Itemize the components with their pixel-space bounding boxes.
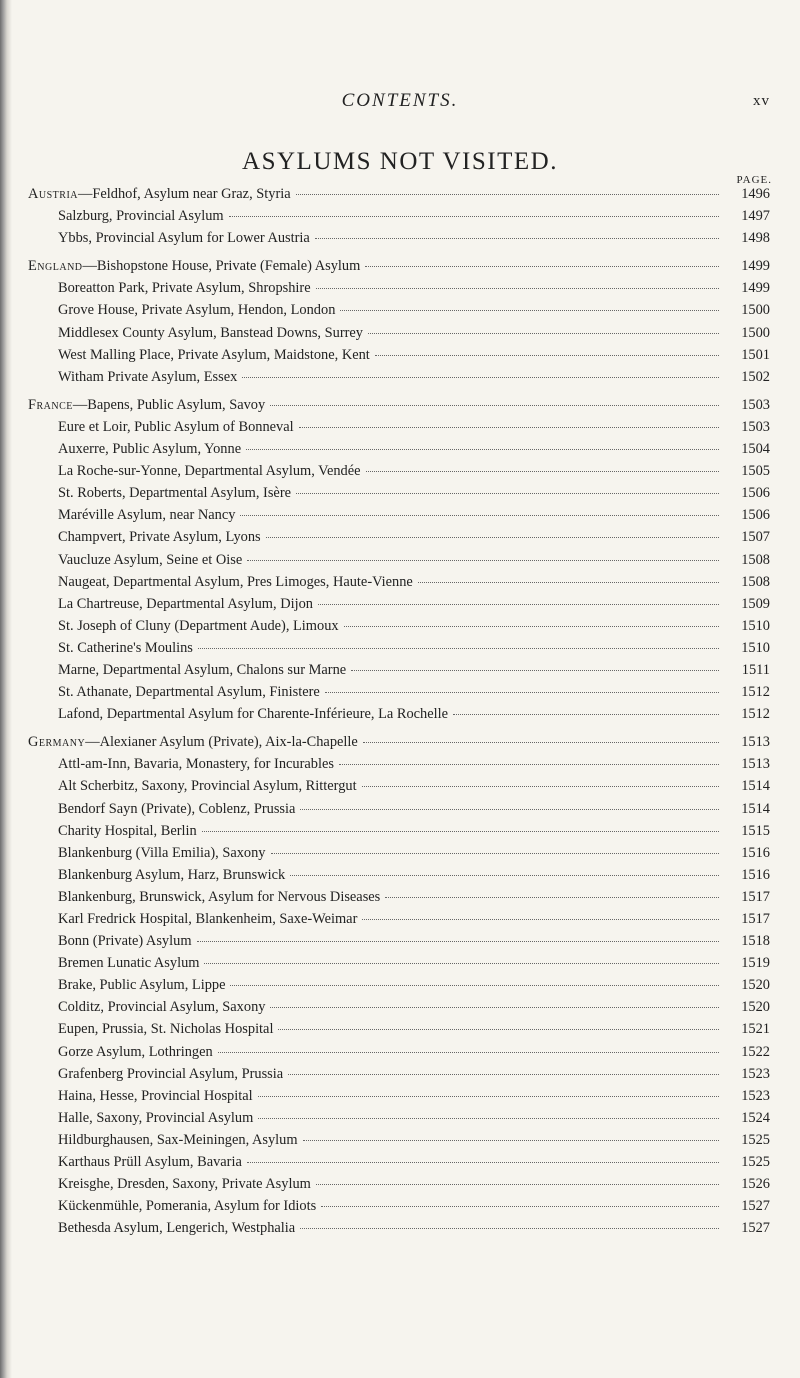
entry-text: Maréville Asylum, near Nancy bbox=[58, 507, 236, 524]
entry-title bbox=[28, 756, 334, 773]
dot-leader bbox=[375, 355, 719, 356]
dot-leader bbox=[315, 238, 719, 239]
entry-text: St. Catherine's Moulins bbox=[58, 639, 193, 656]
entry-text: Ybbs, Provincial Asylum for Lower Austria bbox=[58, 230, 310, 247]
country-name: France bbox=[28, 396, 73, 413]
entry-title bbox=[28, 529, 261, 546]
dot-leader bbox=[344, 626, 719, 627]
contents-entry bbox=[28, 823, 770, 845]
contents-entry bbox=[28, 1176, 770, 1198]
entry-page-number: 1499 bbox=[741, 280, 770, 297]
dot-leader bbox=[240, 515, 719, 516]
entry-page-number: 1510 bbox=[741, 639, 770, 656]
contents-entry bbox=[28, 1021, 770, 1043]
entry-title bbox=[28, 911, 357, 928]
dot-leader bbox=[247, 560, 719, 561]
dot-leader bbox=[198, 648, 719, 649]
contents-entry bbox=[28, 208, 770, 230]
entry-page-number: 1517 bbox=[741, 911, 770, 927]
entry-page-number: 1518 bbox=[741, 933, 770, 950]
entry-page-number: 1510 bbox=[741, 617, 770, 634]
entry-text: Hildburghausen, Sax-Meiningen, Asylum bbox=[58, 1131, 298, 1148]
dot-leader bbox=[351, 670, 719, 671]
entry-page-number: 1525 bbox=[741, 1131, 770, 1148]
contents-entry bbox=[28, 347, 770, 369]
dot-leader bbox=[296, 493, 719, 494]
contents-entry bbox=[28, 801, 770, 823]
contents-entry bbox=[28, 596, 770, 618]
contents-entry bbox=[28, 485, 770, 507]
entry-page-number: 1519 bbox=[741, 955, 770, 972]
entry-text: Bendorf Sayn (Private), Coblenz, Prussia bbox=[58, 800, 296, 817]
country-name: England bbox=[28, 258, 83, 275]
dot-leader bbox=[368, 333, 719, 334]
entry-title bbox=[28, 325, 363, 342]
country-group bbox=[28, 397, 770, 728]
entry-page-number: 1502 bbox=[741, 368, 770, 385]
entry-page-number: 1524 bbox=[741, 1109, 770, 1126]
entry-text: Vaucluze Asylum, Seine et Oise bbox=[58, 551, 243, 568]
entry-text: Alt Scherbitz, Saxony, Provincial Asylum, Rittergut bbox=[58, 778, 357, 795]
country-group bbox=[28, 734, 770, 1242]
dot-leader bbox=[246, 449, 719, 450]
entry-title bbox=[28, 552, 242, 569]
entry-page-number: 1497 bbox=[741, 208, 770, 225]
entry-title bbox=[28, 596, 313, 613]
entry-title bbox=[28, 706, 448, 723]
dot-leader bbox=[362, 919, 719, 920]
dot-leader bbox=[299, 427, 719, 428]
entry-text: Auxerre, Public Asylum, Yonne bbox=[58, 441, 242, 458]
contents-entry bbox=[28, 1066, 770, 1088]
dot-leader bbox=[258, 1118, 719, 1119]
dot-leader bbox=[271, 853, 720, 854]
entry-text: Kückenmühle, Pomerania, Asylum for Idiots bbox=[58, 1198, 317, 1215]
contents-entry bbox=[28, 867, 770, 889]
country-dash: — bbox=[85, 734, 100, 751]
dot-leader bbox=[218, 1052, 719, 1053]
entry-page-number: 1506 bbox=[741, 507, 770, 524]
entry-page-number: 1523 bbox=[741, 1065, 770, 1082]
dot-leader bbox=[325, 692, 719, 693]
entry-text: Witham Private Asylum, Essex bbox=[58, 368, 238, 385]
entry-title bbox=[28, 999, 265, 1016]
contents-entry bbox=[28, 977, 770, 999]
entry-text: Bremen Lunatic Asylum bbox=[58, 955, 200, 972]
contents-entry bbox=[28, 618, 770, 640]
dot-leader bbox=[362, 786, 719, 787]
entry-text: Bishopstone House, Private (Female) Asylum bbox=[96, 258, 361, 275]
entry-page-number: 1507 bbox=[741, 529, 770, 546]
entry-text: La Chartreuse, Departmental Asylum, Dijon bbox=[58, 595, 313, 612]
entry-title bbox=[28, 977, 225, 994]
dot-leader bbox=[316, 288, 719, 289]
entry-text: Colditz, Provincial Asylum, Saxony bbox=[58, 999, 266, 1016]
entry-text: St. Athanate, Departmental Asylum, Finistere bbox=[58, 684, 320, 701]
entry-title bbox=[28, 955, 199, 972]
entry-title bbox=[28, 507, 235, 524]
contents-entry bbox=[28, 574, 770, 596]
contents-entry bbox=[28, 230, 770, 252]
dot-leader bbox=[242, 377, 719, 378]
entry-text: Blankenburg Asylum, Harz, Brunswick bbox=[58, 866, 286, 883]
contents-entry bbox=[28, 1132, 770, 1154]
entry-page-number: 1503 bbox=[741, 418, 770, 435]
entry-page-number: 1501 bbox=[741, 346, 770, 363]
entry-text: Blankenburg (Villa Emilia), Saxony bbox=[58, 844, 266, 861]
dot-leader bbox=[453, 714, 719, 715]
page-number: xv bbox=[753, 93, 770, 109]
entry-page-number: 1520 bbox=[741, 999, 770, 1016]
entry-text: West Malling Place, Private Asylum, Maidstone, Kent bbox=[58, 346, 370, 363]
dot-leader bbox=[321, 1206, 719, 1207]
entry-text: Blankenburg, Brunswick, Asylum for Nervous Diseases bbox=[58, 888, 381, 905]
contents-entry bbox=[28, 706, 770, 728]
entry-title bbox=[28, 186, 291, 203]
entry-page-number: 1514 bbox=[741, 800, 770, 817]
contents-entry bbox=[28, 640, 770, 662]
dot-leader bbox=[247, 1162, 719, 1163]
entry-text: Kreisghe, Dresden, Saxony, Private Asylum bbox=[58, 1176, 311, 1193]
entry-title bbox=[28, 778, 357, 795]
entry-page-number: 1506 bbox=[741, 485, 770, 502]
entry-page-number: 1517 bbox=[741, 888, 770, 905]
entry-text: La Roche-sur-Yonne, Departmental Asylum, Vendée bbox=[58, 463, 361, 480]
dot-leader bbox=[202, 831, 719, 832]
entry-title bbox=[28, 1044, 213, 1061]
entry-page-number: 1514 bbox=[741, 778, 770, 795]
dot-leader bbox=[270, 1007, 719, 1008]
entry-text: Marne, Departmental Asylum, Chalons sur Marne bbox=[58, 661, 347, 678]
dot-leader bbox=[366, 471, 719, 472]
dot-leader bbox=[266, 537, 719, 538]
entry-title bbox=[28, 889, 380, 906]
entry-title bbox=[28, 485, 291, 502]
contents-entry bbox=[28, 369, 770, 391]
dot-leader bbox=[303, 1140, 719, 1141]
entry-title bbox=[28, 230, 310, 247]
entry-text: Feldhof, Asylum near Graz, Styria bbox=[92, 186, 291, 202]
country-dash: — bbox=[82, 258, 97, 275]
entry-text: Karl Fredrick Hospital, Blankenheim, Saxe-Weimar bbox=[58, 911, 358, 927]
entry-page-number: 1511 bbox=[741, 661, 770, 678]
dot-leader bbox=[278, 1029, 719, 1030]
entry-title bbox=[28, 1110, 253, 1127]
entry-title bbox=[28, 867, 285, 884]
contents-entry bbox=[28, 507, 770, 529]
entry-page-number: 1512 bbox=[741, 706, 770, 723]
contents-entry bbox=[28, 911, 770, 933]
entry-page-number: 1515 bbox=[741, 822, 770, 839]
entry-page-number: 1498 bbox=[741, 230, 770, 247]
dot-leader bbox=[204, 963, 719, 964]
entry-title bbox=[28, 823, 197, 840]
dot-leader bbox=[300, 1228, 719, 1229]
entry-text: Haina, Hesse, Provincial Hospital bbox=[58, 1087, 253, 1104]
country-group bbox=[28, 186, 770, 252]
entry-title bbox=[28, 441, 241, 458]
entry-page-number: 1516 bbox=[741, 866, 770, 883]
entry-title bbox=[28, 1088, 253, 1105]
entry-title bbox=[28, 302, 335, 319]
contents-entry bbox=[28, 778, 770, 800]
entry-page-number: 1522 bbox=[741, 1043, 770, 1060]
entry-page-number: 1520 bbox=[741, 977, 770, 994]
entry-page-number: 1503 bbox=[741, 396, 770, 413]
entry-page-number: 1521 bbox=[741, 1021, 770, 1038]
entry-title bbox=[28, 734, 358, 751]
running-title: CONTENTS. bbox=[341, 90, 459, 111]
dot-leader bbox=[316, 1184, 719, 1185]
entry-text: Charity Hospital, Berlin bbox=[58, 822, 197, 839]
page-edge-shadow bbox=[0, 0, 12, 1378]
dot-leader bbox=[340, 310, 719, 311]
entry-text: Alexianer Asylum (Private), Aix-la-Chapelle bbox=[99, 734, 358, 751]
entry-page-number: 1512 bbox=[741, 684, 770, 701]
running-head bbox=[0, 90, 800, 114]
contents-entry bbox=[28, 933, 770, 955]
contents-entry bbox=[28, 529, 770, 551]
entry-text: Attl-am-Inn, Bavaria, Monastery, for Incurables bbox=[58, 756, 334, 773]
entry-title bbox=[28, 845, 266, 862]
entry-title bbox=[28, 574, 413, 591]
contents-entry bbox=[28, 463, 770, 485]
contents-entry bbox=[28, 419, 770, 441]
contents-entry bbox=[28, 1154, 770, 1176]
entry-text: Bethesda Asylum, Lengerich, Westphalia bbox=[58, 1220, 296, 1237]
entry-page-number: 1509 bbox=[741, 595, 770, 612]
dot-leader bbox=[197, 941, 719, 942]
contents-entry bbox=[28, 1220, 770, 1242]
entry-page-number: 1496 bbox=[741, 186, 770, 202]
dot-leader bbox=[229, 216, 719, 217]
contents-entry bbox=[28, 662, 770, 684]
entry-title bbox=[28, 419, 294, 436]
entry-title bbox=[28, 347, 370, 364]
entry-page-number: 1499 bbox=[741, 258, 770, 275]
contents-entry bbox=[28, 280, 770, 302]
entry-text: Bonn (Private) Asylum bbox=[58, 933, 192, 950]
entry-text: St. Roberts, Departmental Asylum, Isère bbox=[58, 485, 292, 502]
entry-page-number: 1500 bbox=[741, 302, 770, 319]
entry-page-number: 1523 bbox=[741, 1087, 770, 1104]
dot-leader bbox=[300, 809, 719, 810]
country-name: Austria bbox=[28, 186, 79, 202]
entry-page-number: 1500 bbox=[741, 324, 770, 341]
contents-entry bbox=[28, 756, 770, 778]
entry-page-number: 1526 bbox=[741, 1176, 770, 1193]
contents-entry bbox=[28, 1088, 770, 1110]
entry-title bbox=[28, 1198, 316, 1215]
dot-leader bbox=[363, 742, 719, 743]
dot-leader bbox=[339, 764, 719, 765]
entry-page-number: 1513 bbox=[741, 734, 770, 751]
country-name: Germany bbox=[28, 734, 86, 751]
entry-title bbox=[28, 280, 311, 297]
entry-text: Naugeat, Departmental Asylum, Pres Limoges, Haute-Vienne bbox=[58, 573, 413, 590]
entry-text: Salzburg, Provincial Asylum bbox=[58, 208, 224, 225]
entry-text: Eupen, Prussia, St. Nicholas Hospital bbox=[58, 1021, 274, 1038]
entry-title bbox=[28, 618, 339, 635]
dot-leader bbox=[418, 582, 719, 583]
dot-leader bbox=[258, 1096, 719, 1097]
dot-leader bbox=[230, 985, 719, 986]
entry-title bbox=[28, 1176, 311, 1193]
entry-text: Champvert, Private Asylum, Lyons bbox=[58, 529, 261, 546]
entry-text: Bapens, Public Asylum, Savoy bbox=[87, 396, 266, 413]
entry-text: Gorze Asylum, Lothringen bbox=[58, 1043, 213, 1060]
dot-leader bbox=[385, 897, 719, 898]
entry-title bbox=[28, 369, 237, 386]
entry-page-number: 1525 bbox=[741, 1154, 770, 1171]
dot-leader bbox=[318, 604, 719, 605]
entry-title bbox=[28, 463, 361, 480]
entry-page-number: 1504 bbox=[741, 441, 770, 458]
contents-entry bbox=[28, 186, 770, 208]
contents-entry bbox=[28, 1044, 770, 1066]
entry-text: Grove House, Private Asylum, Hendon, London bbox=[58, 302, 336, 319]
contents-entry bbox=[28, 552, 770, 574]
entry-text: Lafond, Departmental Asylum for Charente-Inférieure, La Rochelle bbox=[58, 706, 448, 723]
entry-title bbox=[28, 208, 224, 225]
entry-page-number: 1505 bbox=[741, 463, 770, 480]
entry-title bbox=[28, 1021, 273, 1038]
dot-leader bbox=[296, 194, 719, 195]
page-column-label: PAGE. bbox=[736, 174, 772, 186]
contents-entry bbox=[28, 325, 770, 347]
entry-page-number: 1508 bbox=[741, 551, 770, 568]
contents-entry bbox=[28, 1198, 770, 1220]
entry-page-number: 1516 bbox=[741, 844, 770, 861]
entry-title bbox=[28, 258, 360, 275]
entry-page-number: 1508 bbox=[741, 573, 770, 590]
entry-title bbox=[28, 397, 265, 414]
contents-entry bbox=[28, 258, 770, 280]
country-dash: — bbox=[78, 186, 93, 202]
country-dash: — bbox=[72, 396, 88, 413]
entry-text: Grafenberg Provincial Asylum, Prussia bbox=[58, 1065, 284, 1082]
entry-page-number: 1527 bbox=[741, 1198, 770, 1215]
dot-leader bbox=[290, 875, 719, 876]
contents-entry bbox=[28, 441, 770, 463]
entry-title bbox=[28, 1220, 295, 1237]
contents-entry bbox=[28, 397, 770, 419]
entry-page-number: 1513 bbox=[741, 756, 770, 773]
entry-text: Halle, Saxony, Provincial Asylum bbox=[58, 1109, 254, 1126]
entry-text: St. Joseph of Cluny (Department Aude), Limoux bbox=[58, 617, 339, 634]
entry-title bbox=[28, 684, 320, 701]
entry-text: Middlesex County Asylum, Banstead Downs, Surrey bbox=[58, 324, 363, 341]
contents-entry bbox=[28, 1110, 770, 1132]
section-heading: ASYLUMS NOT VISITED. bbox=[242, 148, 558, 175]
dot-leader bbox=[270, 405, 719, 406]
entry-title bbox=[28, 640, 193, 657]
entry-text: Brake, Public Asylum, Lippe bbox=[58, 977, 226, 994]
entry-text: Boreatton Park, Private Asylum, Shropshire bbox=[58, 280, 311, 297]
entry-page-number: 1527 bbox=[741, 1220, 770, 1237]
country-group bbox=[28, 258, 770, 391]
entry-title bbox=[28, 1132, 298, 1149]
entry-title bbox=[28, 1154, 242, 1171]
entry-title bbox=[28, 933, 192, 950]
contents-entry bbox=[28, 845, 770, 867]
contents-list bbox=[28, 186, 770, 1248]
entry-title bbox=[28, 662, 346, 679]
contents-entry bbox=[28, 302, 770, 324]
contents-entry bbox=[28, 684, 770, 706]
contents-entry bbox=[28, 999, 770, 1021]
entry-text: Karthaus Prüll Asylum, Bavaria bbox=[58, 1154, 242, 1171]
dot-leader bbox=[288, 1074, 719, 1075]
contents-entry bbox=[28, 734, 770, 756]
contents-entry bbox=[28, 889, 770, 911]
entry-title bbox=[28, 801, 295, 818]
entry-title bbox=[28, 1066, 283, 1083]
dot-leader bbox=[365, 266, 719, 267]
contents-entry bbox=[28, 955, 770, 977]
entry-text: Eure et Loir, Public Asylum of Bonneval bbox=[58, 418, 294, 435]
